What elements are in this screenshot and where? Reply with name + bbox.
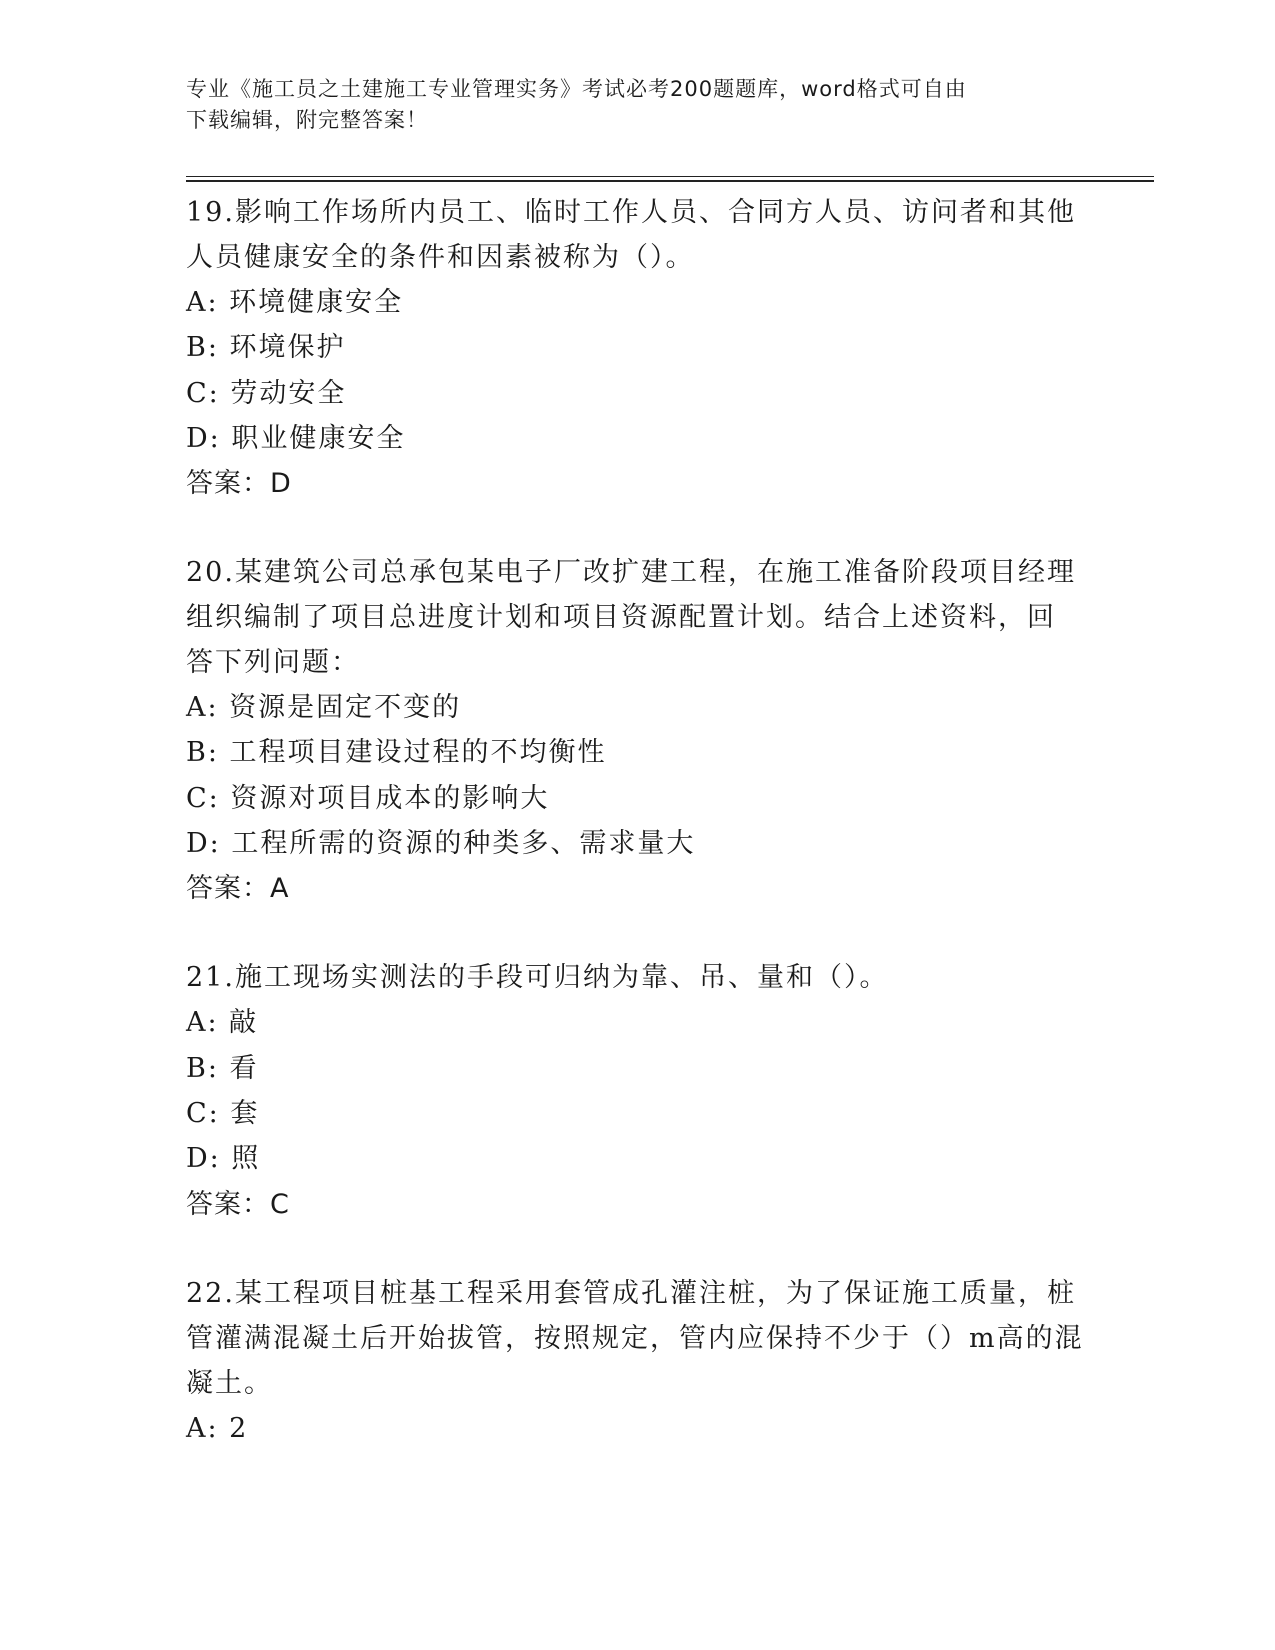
question-text-line: 组织编制了项目总进度计划和项目资源配置计划。结合上述资料，回 [186, 602, 1056, 634]
document-header [186, 74, 1066, 136]
answer: 答案：A [186, 873, 290, 905]
header-divider-thick [186, 180, 1154, 182]
option-c: C: 资源对项目成本的影响大 [186, 782, 550, 814]
option-c: C: 劳动安全 [186, 377, 347, 409]
question-21 [186, 955, 1086, 1226]
option-a: A: 环境健康安全 [186, 287, 404, 318]
question-20 [186, 550, 1086, 911]
answer: 答案：C [186, 1188, 290, 1220]
question-22 [186, 1271, 1086, 1451]
header-line-2: 下载编辑，附完整答案！ [186, 108, 428, 132]
spacer [186, 506, 1086, 550]
answer: 答案：D [186, 468, 292, 500]
option-a: A: 资源是固定不变的 [186, 692, 462, 724]
option-d: D: 工程所需的资源的种类多、需求量大 [186, 828, 696, 860]
spacer [186, 911, 1086, 955]
question-text-line: 20.某建筑公司总承包某电子厂改扩建工程，在施工准备阶段项目经理 [186, 557, 1076, 589]
option-c: C: 套 [186, 1097, 260, 1129]
spacer [186, 1227, 1086, 1271]
question-list [186, 190, 1086, 1451]
question-text-line: 19.影响工作场所内员工、临时工作人员、合同方人员、访问者和其他 [186, 197, 1076, 228]
option-a: A: 2 [186, 1412, 249, 1444]
question-text-line: 管灌满混凝土后开始拔管，按照规定，管内应保持不少于（）m高的混 [186, 1322, 1084, 1354]
question-text-line: 答下列问题： [186, 647, 360, 679]
option-d: D: 照 [186, 1143, 261, 1175]
option-b: B: 环境保护 [186, 332, 346, 364]
question-text-line: 21.施工现场实测法的手段可归纳为靠、吊、量和（）。 [186, 962, 889, 994]
option-a: A: 敲 [186, 1007, 259, 1039]
header-divider-thin [186, 176, 1154, 177]
option-b: B: 看 [186, 1052, 259, 1084]
question-text-line: 凝土。 [186, 1367, 273, 1399]
question-19 [186, 190, 1086, 506]
question-text-line: 人员健康安全的条件和因素被称为（）。 [186, 242, 695, 273]
option-d: D: 职业健康安全 [186, 422, 406, 454]
question-text-line: 22.某工程项目桩基工程采用套管成孔灌注桩，为了保证施工质量，桩 [186, 1277, 1076, 1309]
option-b: B: 工程项目建设过程的不均衡性 [186, 737, 607, 769]
header-line-1: 专业《施工员之土建施工专业管理实务》考试必考200题题库，word格式可自由 [186, 77, 967, 101]
